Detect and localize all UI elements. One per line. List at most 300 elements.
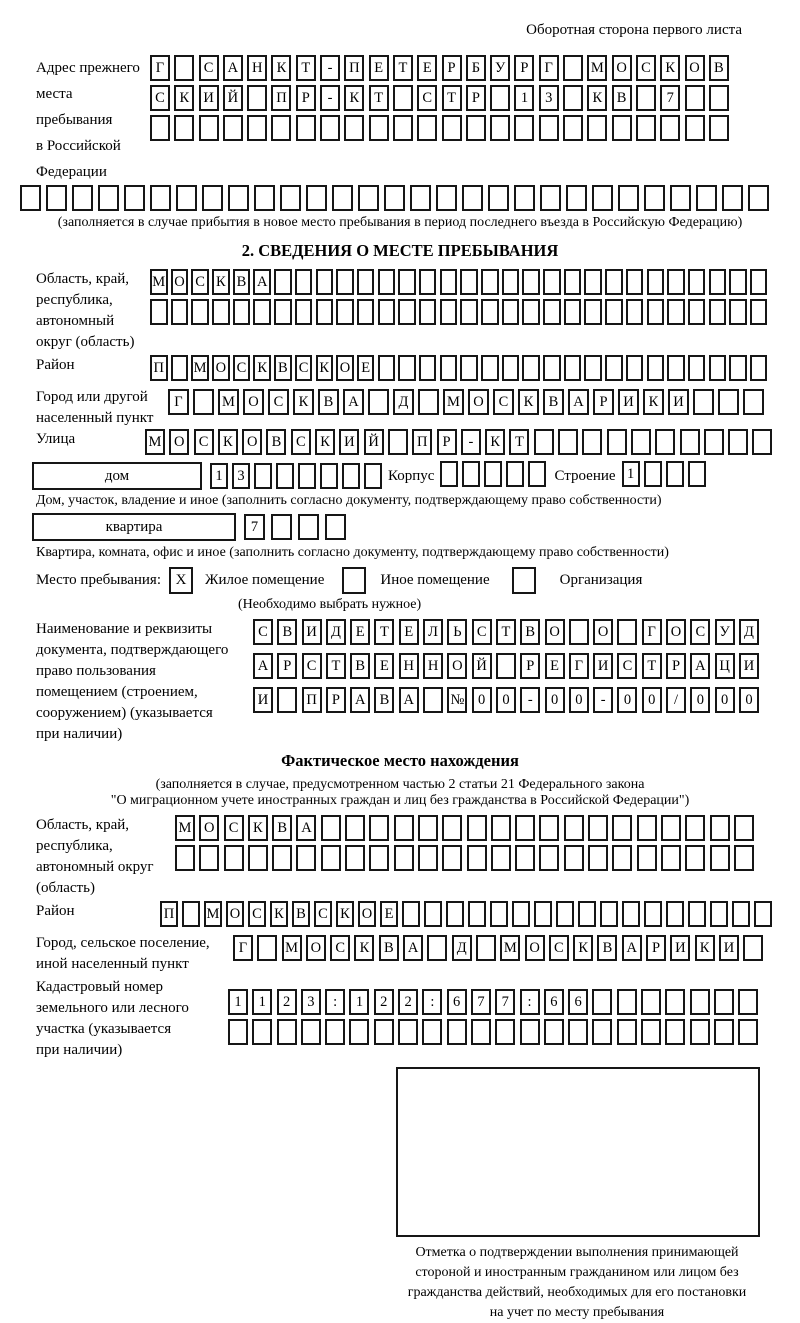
char-cell (612, 845, 632, 871)
organizatsiya-label: Организация (559, 572, 643, 588)
char-cell: Т (496, 619, 516, 645)
char-cell: А (399, 687, 419, 713)
inoe-label: Иное помещение (380, 572, 490, 588)
char-cell (670, 185, 691, 211)
zhiloe-label: Жилое помещение (205, 572, 325, 588)
fact-oblast-row-2 (175, 845, 758, 871)
char-cell (182, 901, 200, 927)
prev-address-row-1 (150, 55, 733, 81)
char-cell: Р (296, 85, 316, 111)
char-cell (734, 815, 754, 841)
char-cell (228, 185, 249, 211)
char-cell: Т (442, 85, 462, 111)
char-cell (422, 1019, 442, 1045)
document-grid (253, 619, 763, 717)
char-cell: М (150, 269, 168, 295)
char-cell: К (336, 901, 354, 927)
char-cell: М (191, 355, 209, 381)
char-cell (544, 1019, 564, 1045)
char-cell (171, 299, 189, 325)
char-cell (644, 901, 662, 927)
oblast-row-1 (150, 269, 771, 295)
char-cell (277, 1019, 297, 1045)
char-cell: С (330, 935, 350, 961)
char-cell (378, 355, 396, 381)
char-cell: - (593, 687, 613, 713)
char-cell (272, 845, 292, 871)
char-cell (617, 1019, 637, 1045)
char-cell: П (302, 687, 322, 713)
char-cell: / (666, 687, 686, 713)
kvartira-caption: Квартира, комната, офис и иное (заполнить согласно документу, подтверждающему право собственности) (36, 545, 669, 560)
char-cell: В (350, 653, 370, 679)
char-cell (20, 185, 41, 211)
char-cell (750, 355, 768, 381)
char-cell (520, 1019, 540, 1045)
char-cell: М (175, 815, 195, 841)
char-cell (522, 269, 540, 295)
char-cell (534, 901, 552, 927)
oblast-row (0, 269, 800, 353)
char-cell (667, 355, 685, 381)
char-cell (688, 269, 706, 295)
char-cell: О (685, 55, 705, 81)
raion-label: Район (36, 357, 75, 373)
char-cell (174, 115, 194, 141)
char-cell: Д (393, 389, 414, 415)
char-cell (667, 299, 685, 325)
char-cell: С (549, 935, 569, 961)
char-cell (637, 815, 657, 841)
char-cell (349, 1019, 369, 1045)
char-cell (419, 355, 437, 381)
char-cell: Е (545, 653, 565, 679)
char-cell: 0 (569, 687, 589, 713)
char-cell (295, 269, 313, 295)
char-cell: И (593, 653, 613, 679)
char-cell (150, 185, 171, 211)
char-cell (592, 1019, 612, 1045)
char-cell: 0 (690, 687, 710, 713)
char-cell (175, 845, 195, 871)
char-cell (556, 901, 574, 927)
mesto-note: (Необходимо выбрать нужное) (238, 597, 422, 612)
char-cell (252, 1019, 272, 1045)
char-cell: 1 (210, 463, 228, 489)
char-cell: А (568, 389, 589, 415)
prev-address-row-4 (20, 185, 800, 211)
char-cell (607, 429, 627, 455)
char-cell (418, 815, 438, 841)
char-cell (514, 115, 534, 141)
char-cell: В (520, 619, 540, 645)
dom-number-grid (210, 463, 386, 489)
char-cell: В (597, 935, 617, 961)
char-cell: К (271, 55, 291, 81)
char-cell (398, 269, 416, 295)
char-cell: 0 (545, 687, 565, 713)
document-row-1 (253, 619, 763, 645)
char-cell (316, 269, 334, 295)
char-cell: Е (417, 55, 437, 81)
char-cell (364, 463, 382, 489)
char-cell: Й (472, 653, 492, 679)
char-cell (709, 299, 727, 325)
char-cell (427, 935, 447, 961)
char-cell (402, 901, 420, 927)
document-row-3 (253, 687, 763, 713)
char-cell (685, 115, 705, 141)
char-cell (296, 115, 316, 141)
char-cell: В (612, 85, 632, 111)
char-cell: В (277, 619, 297, 645)
char-cell: 3 (539, 85, 559, 111)
char-cell (688, 901, 706, 927)
document-label: Наименование и реквизиты документа, подтверждающего право пользования помещением (строением, сооружением) (указывается при наличии) (36, 621, 229, 742)
char-cell (563, 55, 583, 81)
char-cell: С (150, 85, 170, 111)
char-cell: А (403, 935, 423, 961)
fact-oblast-row-1 (175, 815, 758, 841)
char-cell (423, 687, 443, 713)
checkbox-organizatsiya (512, 567, 536, 594)
char-cell (481, 355, 499, 381)
char-cell: У (715, 619, 735, 645)
char-cell (320, 463, 338, 489)
oblast-grid (150, 269, 771, 329)
char-cell: Р (520, 653, 540, 679)
char-cell (539, 115, 559, 141)
char-cell (709, 269, 727, 295)
char-cell: О (336, 355, 354, 381)
char-cell (271, 115, 291, 141)
char-cell: Ь (447, 619, 467, 645)
char-cell: 7 (244, 514, 265, 540)
char-cell: Л (423, 619, 443, 645)
char-cell (636, 85, 656, 111)
char-cell: Е (374, 653, 394, 679)
char-cell (734, 845, 754, 871)
fact-oblast-row (0, 815, 800, 899)
char-cell: Т (374, 619, 394, 645)
kvartira-grid (244, 514, 352, 540)
char-cell (696, 185, 717, 211)
char-cell: Т (393, 55, 413, 81)
char-cell (301, 1019, 321, 1045)
char-cell (468, 901, 486, 927)
char-cell: Н (423, 653, 443, 679)
char-cell (605, 299, 623, 325)
char-cell (374, 1019, 394, 1045)
char-cell: В (709, 55, 729, 81)
char-cell (617, 989, 637, 1015)
char-cell (661, 815, 681, 841)
char-cell (685, 815, 705, 841)
char-cell (600, 901, 618, 927)
char-cell: С (191, 269, 209, 295)
char-cell: - (520, 687, 540, 713)
char-cell (490, 901, 508, 927)
char-cell: К (643, 389, 664, 415)
char-cell: Р (277, 653, 297, 679)
char-cell: С (617, 653, 637, 679)
char-cell: С (233, 355, 251, 381)
char-cell (72, 185, 93, 211)
char-cell: К (344, 85, 364, 111)
char-cell (704, 429, 724, 455)
char-cell: К (218, 429, 238, 455)
char-cell: И (618, 389, 639, 415)
char-cell: Г (150, 55, 170, 81)
char-cell (522, 355, 540, 381)
char-cell (419, 299, 437, 325)
char-cell: Е (380, 901, 398, 927)
char-cell (617, 619, 637, 645)
char-cell (738, 989, 758, 1015)
char-cell: М (145, 429, 165, 455)
document-row-2 (253, 653, 763, 679)
char-cell: И (670, 935, 690, 961)
char-cell: Н (399, 653, 419, 679)
char-cell: Р (646, 935, 666, 961)
char-cell: О (593, 619, 613, 645)
char-cell: К (660, 55, 680, 81)
char-cell (124, 185, 145, 211)
char-cell (618, 185, 639, 211)
char-cell: 3 (232, 463, 250, 489)
char-cell (568, 1019, 588, 1045)
char-cell (393, 115, 413, 141)
char-cell: С (636, 55, 656, 81)
char-cell: О (199, 815, 219, 841)
kvartira-box: квартира (32, 513, 236, 541)
char-cell (271, 514, 292, 540)
char-cell: О (545, 619, 565, 645)
char-cell (743, 389, 764, 415)
oblast-label: Область, край, республика, автономный округ (область) (36, 271, 135, 350)
char-cell (247, 115, 267, 141)
char-cell: 6 (447, 989, 467, 1015)
char-cell (709, 355, 727, 381)
char-cell: Б (466, 55, 486, 81)
confirmation-caption: Отметка о подтверждении выполнения принимающей стороной и иностранным гражданином или лицом без гражданства действий, необходимых для его постановки на учет по месту пребывания (407, 1245, 747, 1320)
char-cell: Е (369, 55, 389, 81)
char-cell: Т (642, 653, 662, 679)
char-cell (316, 299, 334, 325)
char-cell: 0 (739, 687, 759, 713)
char-cell: 2 (374, 989, 394, 1015)
char-cell: 1 (514, 85, 534, 111)
char-cell: В (318, 389, 339, 415)
char-cell (484, 461, 502, 487)
char-cell (298, 463, 316, 489)
char-cell: О (358, 901, 376, 927)
char-cell (476, 935, 496, 961)
char-cell: Т (296, 55, 316, 81)
char-cell (660, 115, 680, 141)
char-cell: С (314, 901, 332, 927)
char-cell: О (169, 429, 189, 455)
char-cell (514, 185, 535, 211)
char-cell (587, 115, 607, 141)
char-cell (685, 845, 705, 871)
char-cell: О (243, 389, 264, 415)
char-cell (460, 299, 478, 325)
fact-raion-label: Район (36, 903, 75, 919)
char-cell (440, 461, 458, 487)
char-cell (710, 815, 730, 841)
char-cell (440, 269, 458, 295)
char-cell: Й (364, 429, 384, 455)
char-cell (750, 299, 768, 325)
char-cell (647, 269, 665, 295)
char-cell (336, 269, 354, 295)
char-cell (491, 845, 511, 871)
char-cell (647, 299, 665, 325)
char-cell (637, 845, 657, 871)
char-cell (644, 461, 662, 487)
char-cell (398, 299, 416, 325)
raion-grid (150, 355, 771, 381)
char-cell (666, 461, 684, 487)
char-cell (729, 299, 747, 325)
char-cell (622, 901, 640, 927)
char-cell: С (253, 619, 273, 645)
char-cell (743, 935, 763, 961)
char-cell (447, 1019, 467, 1045)
char-cell: - (320, 55, 340, 81)
char-cell (718, 389, 739, 415)
confirmation-block (396, 1067, 766, 1323)
char-cell (446, 901, 464, 927)
gorod-label: Город или другой населенный пункт (36, 389, 154, 426)
char-cell: А (253, 269, 271, 295)
dom-box: дом (32, 462, 202, 490)
char-cell: К (354, 935, 374, 961)
char-cell (357, 299, 375, 325)
char-cell: А (350, 687, 370, 713)
char-cell (588, 845, 608, 871)
char-cell: 0 (496, 687, 516, 713)
char-cell (460, 355, 478, 381)
char-cell (582, 429, 602, 455)
char-cell (502, 355, 520, 381)
char-cell: О (242, 429, 262, 455)
char-cell: С (194, 429, 214, 455)
char-cell (528, 461, 546, 487)
char-cell: 1 (252, 989, 272, 1015)
char-cell: Е (357, 355, 375, 381)
prev-address-label: Адрес прежнего места пребывания в Российской Федерации (36, 60, 140, 180)
char-cell: С (493, 389, 514, 415)
char-cell (569, 619, 589, 645)
char-cell: Е (350, 619, 370, 645)
char-cell: С (472, 619, 492, 645)
char-cell: О (468, 389, 489, 415)
char-cell (345, 815, 365, 841)
char-cell (626, 269, 644, 295)
char-cell: В (274, 355, 292, 381)
char-cell (332, 185, 353, 211)
ulitsa-grid (145, 429, 777, 455)
char-cell: И (668, 389, 689, 415)
char-cell: Г (168, 389, 189, 415)
char-cell (690, 989, 710, 1015)
char-cell (199, 845, 219, 871)
char-cell: Н (247, 55, 267, 81)
char-cell: А (296, 815, 316, 841)
char-cell (150, 115, 170, 141)
char-cell (378, 269, 396, 295)
char-cell: С (224, 815, 244, 841)
char-cell: 6 (544, 989, 564, 1015)
kadastr-row-1 (228, 989, 763, 1015)
char-cell: А (690, 653, 710, 679)
char-cell (388, 429, 408, 455)
char-cell: 1 (622, 461, 640, 487)
char-cell: : (325, 989, 345, 1015)
char-cell: К (316, 355, 334, 381)
char-cell: М (443, 389, 464, 415)
char-cell: П (344, 55, 364, 81)
char-cell (191, 299, 209, 325)
char-cell (306, 185, 327, 211)
char-cell (325, 1019, 345, 1045)
char-cell (254, 185, 275, 211)
char-cell (693, 389, 714, 415)
char-cell (176, 185, 197, 211)
char-cell (233, 299, 251, 325)
char-cell: Г (233, 935, 253, 961)
char-cell (295, 299, 313, 325)
char-cell (685, 85, 705, 111)
char-cell (228, 1019, 248, 1045)
char-cell (641, 989, 661, 1015)
char-cell (710, 901, 728, 927)
char-cell: Г (642, 619, 662, 645)
char-cell: К (573, 935, 593, 961)
char-cell (588, 815, 608, 841)
char-cell (496, 653, 516, 679)
char-cell: С (268, 389, 289, 415)
checkbox-zhiloe: X (169, 567, 193, 594)
gorod-row (0, 387, 800, 429)
char-cell: К (248, 815, 268, 841)
kadastr-grid (228, 977, 763, 1049)
char-cell: В (233, 269, 251, 295)
char-cell (543, 355, 561, 381)
char-cell (584, 355, 602, 381)
char-cell (490, 115, 510, 141)
char-cell: Р (437, 429, 457, 455)
char-cell (274, 269, 292, 295)
char-cell: Т (369, 85, 389, 111)
char-cell (481, 299, 499, 325)
char-cell (46, 185, 67, 211)
fact-gorod-row (0, 933, 800, 975)
char-cell: М (218, 389, 239, 415)
char-cell (193, 389, 214, 415)
char-cell (424, 901, 442, 927)
char-cell (223, 115, 243, 141)
char-cell (605, 355, 623, 381)
char-cell (253, 299, 271, 325)
char-cell: В (379, 935, 399, 961)
char-cell: О (171, 269, 189, 295)
char-cell: 1 (228, 989, 248, 1015)
char-cell: - (320, 85, 340, 111)
char-cell: Р (326, 687, 346, 713)
